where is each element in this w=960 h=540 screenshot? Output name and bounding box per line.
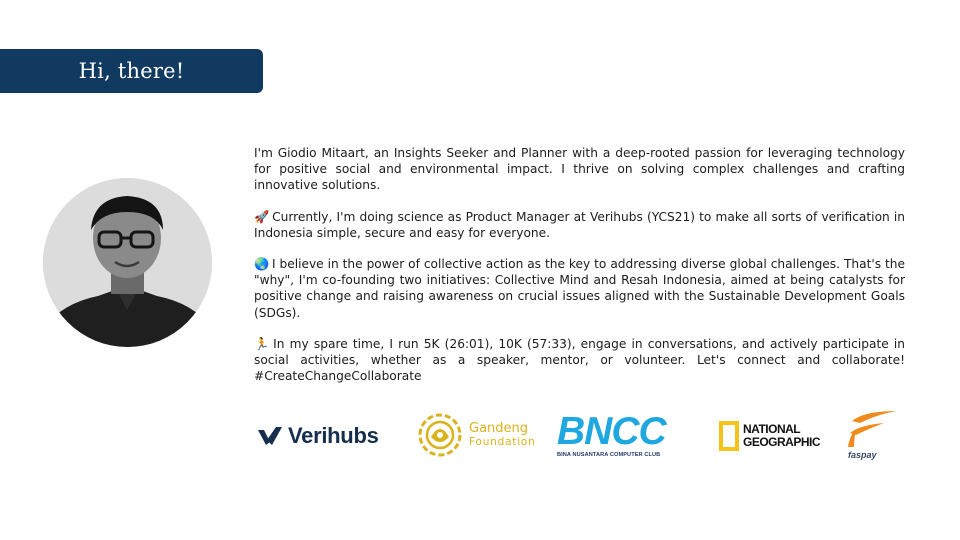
bio-work-paragraph — [254, 209, 905, 241]
yellow-border-icon — [719, 421, 739, 451]
logo-strip — [250, 405, 910, 467]
bncc-subtitle: BINA NUSANTARA COMPUTER CLUB — [557, 452, 661, 458]
faspay-wordmark: faspay — [848, 450, 877, 460]
verihubs-icon — [258, 427, 282, 445]
bio-belief-paragraph — [254, 256, 905, 321]
bio-text — [254, 145, 905, 384]
profile-photo — [43, 178, 212, 347]
globe-icon: 🌏 — [254, 257, 270, 272]
runner-icon: 🏃 — [254, 336, 270, 351]
bio-spare-paragraph — [254, 336, 905, 385]
bncc-wordmark: BNCC — [557, 410, 666, 453]
gandeng-emblem-icon — [417, 411, 463, 459]
verihubs-logo — [258, 423, 379, 449]
page-title: Hi, there! — [78, 59, 185, 83]
faspay-logo — [846, 409, 896, 460]
gandeng-wordmark: Gandeng — [469, 421, 529, 436]
bio-belief: I believe in the power of collective action as the key to addressing diverse global challenges. That's the "why", I'm co-founding two initiatives: Collective Mind and Resah Indonesia, aimed at being catalysts for positive change and raising awareness on crucial issues aligned with the Sustainable Development Goals (SDGs). — [254, 257, 906, 320]
title-banner — [0, 49, 263, 93]
gandeng-foundation-logo — [417, 411, 536, 459]
profile-photo-illustration — [43, 178, 212, 347]
bio-intro: I'm Giodio Mitaart, an Insights Seeker and Planner with a deep-rooted passion for leveraging technology for positive social and environmental impact. I thrive on solving complex challenges and crafting innovative solutions. — [254, 146, 905, 193]
verihubs-wordmark: Verihubs — [288, 423, 379, 448]
natgeo-line2: GEOGRAPHIC — [743, 435, 821, 449]
bncc-logo — [557, 410, 699, 458]
bio-spare: In my spare time, I run 5K (26:01), 10K (57:33), engage in conversations, and actively participate in social activities, whether as a speaker, mentor, or volunteer. Let's connect and collaborate! #CreateChangeCollaborate — [254, 336, 906, 384]
natgeo-line1: NATIONAL — [743, 422, 801, 436]
rocket-icon: 🚀 — [254, 209, 270, 224]
national-geographic-logo — [719, 421, 820, 451]
faspay-swoosh-icon — [846, 409, 896, 449]
gandeng-subtitle: Foundation — [469, 436, 536, 448]
bio-work: Currently, I'm doing science as Product Manager at Verihubs (YCS21) to make all sorts of verification in Indonesia simple, secure and easy for everyone. — [254, 209, 905, 240]
